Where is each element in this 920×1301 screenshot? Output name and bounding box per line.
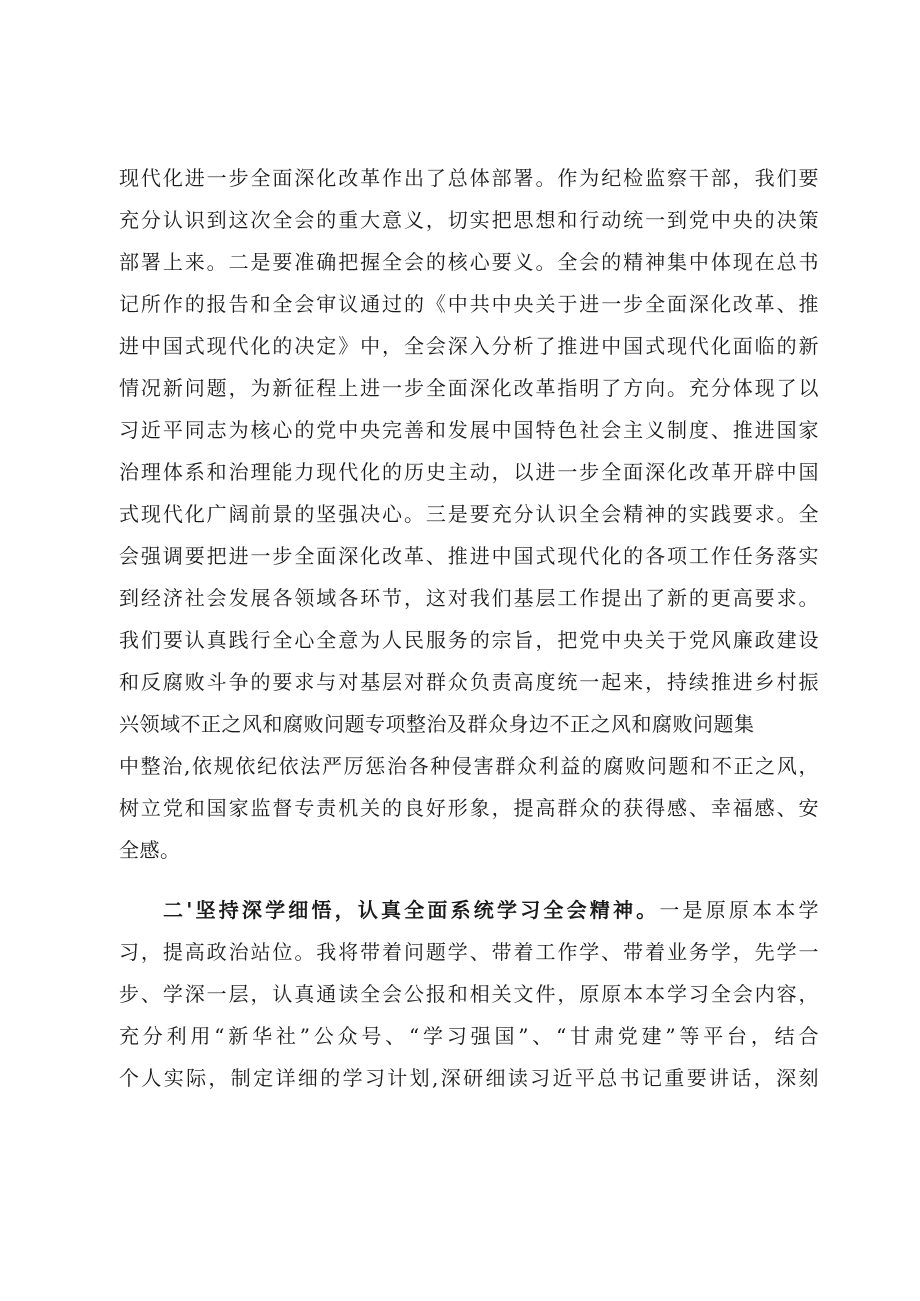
text-line: 和反腐败斗争的要求与对基层对群众负责高度统一起来，持续推进乡村振 xyxy=(119,670,819,694)
text-line: 我们要认真践行全心全意为人民服务的宗旨，把党中央关于党风廉政建设 xyxy=(119,628,819,652)
document-body xyxy=(119,157,819,1099)
text-line xyxy=(119,889,819,931)
paragraph-1 xyxy=(119,157,819,871)
paragraph-2 xyxy=(119,889,819,1099)
text-line: 个人实际，制定详细的学习计划,深研细读习近平总书记重要讲话，深刻 xyxy=(119,1066,819,1090)
paragraph-gap xyxy=(119,871,819,889)
text-line: 式现代化广阔前景的坚强决心。三是要充分认识全会精神的实践要求。全 xyxy=(119,502,819,526)
heading-continuation: 一是原原本本学 xyxy=(659,898,820,922)
text-line: 习近平同志为核心的党中央完善和发展中国特色社会主义制度、推进国家 xyxy=(119,418,819,442)
text-line: 记所作的报告和全会审议通过的《中共中央关于进一步全面深化改革、推 xyxy=(119,292,819,316)
text-line: 情况新问题，为新征程上进一步全面深化改革指明了方向。充分体现了以 xyxy=(119,376,819,400)
text-line: 部署上来。二是要准确把握全会的核心要义。全会的精神集中体现在总书 xyxy=(119,250,819,274)
text-line: 全感。 xyxy=(119,838,181,862)
text-line: 进中国式现代化的决定》中，全会深入分析了推进中国式现代化面临的新 xyxy=(119,334,819,358)
text-line: 到经济社会发展各领域各环节，这对我们基层工作提出了新的更高要求。 xyxy=(119,586,819,610)
text-line: 兴领域不正之风和腐败问题专项整治及群众身边不正之风和腐败问题集 xyxy=(119,712,755,736)
text-line: 会强调要把进一步全面深化改革、推进中国式现代化的各项工作任务落实 xyxy=(119,544,819,568)
text-line: 现代化进一步全面深化改革作出了总体部署。作为纪检监察干部，我们要 xyxy=(119,166,819,190)
text-line: 习，提高政治站位。我将带着问题学、带着工作学、带着业务学，先学一 xyxy=(119,940,819,964)
text-line: 充分利用“新华社”公众号、“学习强国”、“甘肃党建”等平台，结合 xyxy=(119,1024,819,1048)
text-line: 树立党和国家监督专责机关的良好形象，提高群众的获得感、幸福感、安 xyxy=(119,796,819,820)
text-line: 中整治,依规依纪依法严厉惩治各种侵害群众利益的腐败问题和不正之风， xyxy=(119,754,819,778)
text-line: 治理体系和治理能力现代化的历史主动，以进一步全面深化改革开辟中国 xyxy=(119,460,819,484)
section-heading: 二'坚持深学细悟，认真全面系统学习全会精神。 xyxy=(163,898,660,922)
text-line: 步、学深一层，认真通读全会公报和相关文件，原原本本学习全会内容， xyxy=(119,982,819,1006)
text-line: 充分认识到这次全会的重大意义，切实把思想和行动统一到党中央的决策 xyxy=(119,208,819,232)
